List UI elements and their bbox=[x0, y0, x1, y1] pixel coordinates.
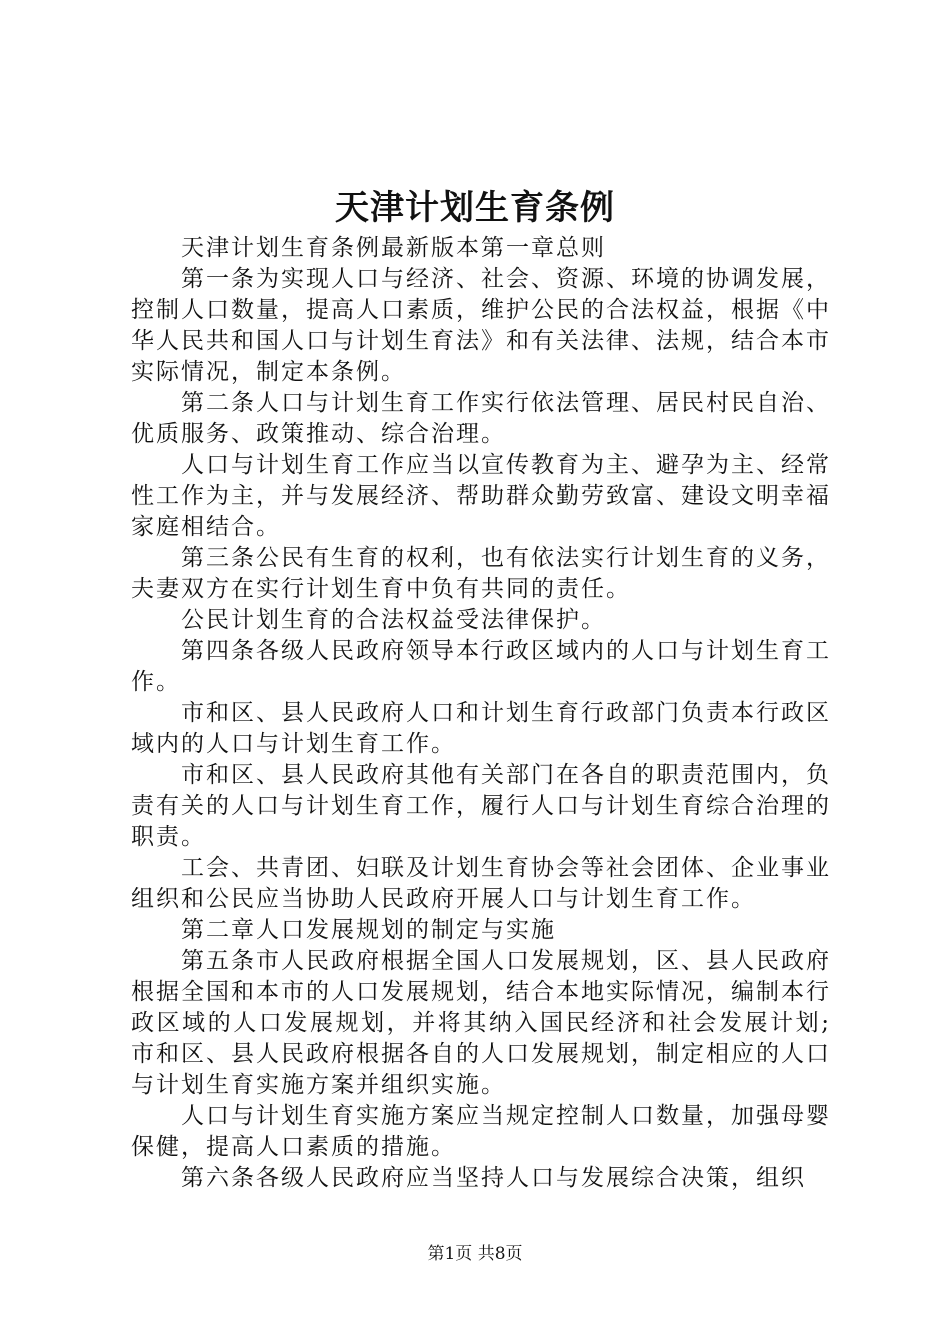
document-body bbox=[131, 233, 831, 1194]
paragraph: 第四条各级人民政府领导本行政区域内的人口与计划生育工作。 bbox=[131, 638, 831, 695]
paragraph: 工会、共青团、妇联及计划生育协会等社会团体、企业事业组织和公民应当协助人民政府开展人口与计划生育工作。 bbox=[131, 855, 831, 912]
paragraph: 市和区、县人民政府其他有关部门在各自的职责范围内，负责有关的人口与计划生育工作，履行人口与计划生育综合治理的职责。 bbox=[131, 762, 831, 850]
chapter-heading: 第二章人口发展规划的制定与实施 bbox=[181, 917, 556, 943]
document-title: 天津计划生育条例 bbox=[335, 188, 615, 228]
paragraph: 人口与计划生育实施方案应当规定控制人口数量，加强母婴保健，提高人口素质的措施。 bbox=[131, 1103, 831, 1160]
page-footer: 第1页 共8页 bbox=[427, 1244, 523, 1264]
paragraph: 公民计划生育的合法权益受法律保护。 bbox=[181, 607, 606, 633]
paragraph: 人口与计划生育工作应当以宣传教育为主、避孕为主、经常性工作为主，并与发展经济、帮助群众勤劳致富、建设文明幸福家庭相结合。 bbox=[131, 452, 831, 540]
paragraph: 天津计划生育条例最新版本第一章总则 bbox=[181, 235, 606, 261]
paragraph: 第六条各级人民政府应当坚持人口与发展综合决策，组织 bbox=[181, 1165, 806, 1191]
paragraph: 第二条人口与计划生育工作实行依法管理、居民村民自治、优质服务、政策推动、综合治理。 bbox=[131, 390, 831, 447]
paragraph: 第一条为实现人口与经济、社会、资源、环境的协调发展，控制人口数量，提高人口素质，维护公民的合法权益，根据《中华人民共和国人口与计划生育法》和有关法律、法规，结合本市实际情况，制定本条例。 bbox=[131, 266, 831, 385]
paragraph: 第三条公民有生育的权利，也有依法实行计划生育的义务，夫妻双方在实行计划生育中负有共同的责任。 bbox=[131, 545, 831, 602]
paragraph: 市和区、县人民政府人口和计划生育行政部门负责本行政区域内的人口与计划生育工作。 bbox=[131, 700, 831, 757]
paragraph: 第五条市人民政府根据全国人口发展规划，区、县人民政府根据全国和本市的人口发展规划，结合本地实际情况，编制本行政区域的人口发展规划，并将其纳入国民经济和社会发展计划;市和区、县人民政府根据各自的人口发展规划，制定相应的人口与计划生育实施方案并组织实施。 bbox=[131, 948, 831, 1098]
